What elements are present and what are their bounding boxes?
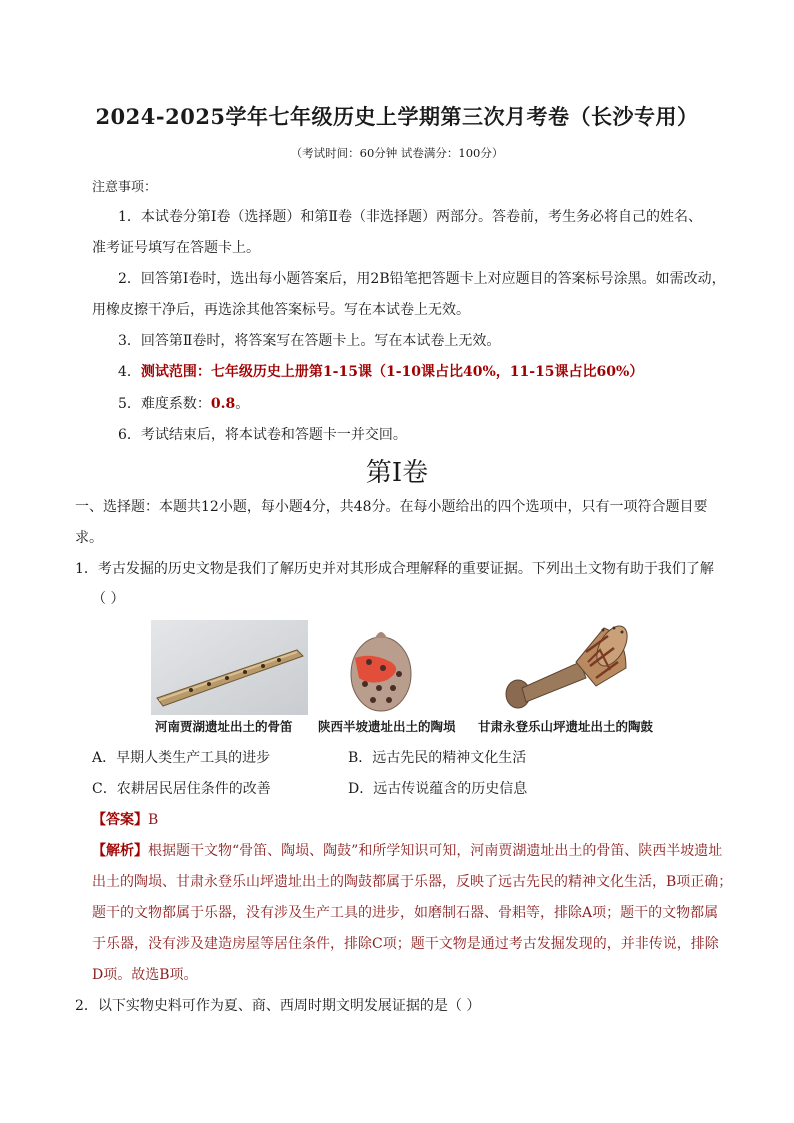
notes-heading: 注意事项：: [92, 180, 158, 195]
note-5-suffix: 。: [235, 396, 250, 412]
note-5: [118, 393, 249, 413]
note-3: 3．回答第Ⅱ卷时，将答案写在答题卡上。写在本试卷上无效。: [118, 333, 501, 349]
note-1-line-2: 准考证号填写在答题卡上。: [92, 240, 260, 256]
analysis-line-4: 于乐器，没有涉及建造房屋等居住条件，排除C项；题干文物是通过考古发掘发现的，并非传说，排除: [92, 936, 719, 952]
page-title: 2024-2025学年七年级历史上学期第三次月考卷（长沙专用）: [95, 104, 699, 129]
note-2-line-2: 用橡皮擦干净后，再选涂其他答案标号。写在本试卷上无效。: [92, 302, 470, 318]
part-intro-line-1: 一、选择题：本题共12小题，每小题4分，共48分。在每小题给出的四个选项中，只有一项符合题目要: [75, 499, 708, 515]
test-scope-label: 测试范围：: [140, 364, 211, 380]
bone-flute-icon: [151, 620, 308, 715]
pottery-drum-image: [500, 622, 630, 712]
caption-pottery-xun: 陕西半坡遗址出土的陶埙: [318, 719, 456, 734]
pottery-xun-image: [331, 622, 431, 714]
caption-pottery-drum: 甘肃永登乐山坪遗址出土的陶鼓: [478, 719, 654, 734]
test-scope-value: 七年级历史上册第1-15课（1-10课占比40%，11-15课占比60%）: [210, 364, 644, 380]
analysis-line-5: D项。故选B项。: [92, 967, 198, 983]
note-6: 6．考试结束后，将本试卷和答题卡一并交回。: [118, 427, 407, 443]
note-4-prefix: 4．: [118, 364, 141, 380]
difficulty-label: 难度系数：: [140, 396, 211, 412]
bone-flute-image: [151, 620, 308, 715]
option-b: B．远古先民的精神文化生活: [348, 750, 527, 766]
pottery-xun-icon: [331, 622, 431, 714]
exam-info: （考试时间：60分钟 试卷满分：100分）: [290, 146, 504, 160]
option-d: D．远古传说蕴含的历史信息: [348, 781, 528, 797]
answer-value: B: [148, 812, 159, 828]
question-1-stem: 1．考古发掘的历史文物是我们了解历史并对其形成合理解释的重要证据。下列出土文物有助于我们了解: [75, 561, 714, 577]
note-4: [118, 361, 643, 381]
note-1-line-1: 1．本试卷分第Ⅰ卷（选择题）和第Ⅱ卷（非选择题）两部分。答卷前，考生务必将自己的姓名、: [118, 209, 702, 225]
note-5-prefix: 5．: [118, 396, 141, 412]
analysis-line-3: 题干的文物都属于乐器，没有涉及生产工具的进步，如磨制石器、骨耜等，排除A项；题干的文物都属: [92, 905, 719, 921]
analysis-line-2: 出土的陶埙、甘肃永登乐山坪遗址出土的陶鼓都属于乐器，反映了远古先民的精神文化生活，B项正确；: [92, 874, 733, 890]
analysis-text-1: 根据题干文物“骨笛、陶埙、陶鼓”和所学知识可知，河南贾湖遗址出土的骨笛、陕西半坡遗址: [148, 843, 723, 859]
analysis-line-1: [92, 840, 722, 860]
option-c: C．农耕居民居住条件的改善: [92, 781, 271, 797]
part-intro-line-2: 求。: [75, 530, 103, 546]
caption-bone-flute: 河南贾湖遗址出土的骨笛: [155, 719, 293, 734]
question-1-paren: （ ）: [92, 591, 125, 607]
note-2-line-1: 2．回答第Ⅰ卷时，选出每小题答案后，用2B铅笔把答题卡上对应题目的答案标号涂黑。如需改动，: [118, 271, 726, 287]
question-2-stem: 2．以下实物史料可作为夏、商、西周时期文明发展证据的是（ ）: [75, 998, 481, 1014]
answer-label: 【答案】: [92, 812, 148, 828]
analysis-label: 【解析】: [92, 843, 148, 859]
option-a: A．早期人类生产工具的进步: [92, 750, 271, 766]
difficulty-value: 0.8: [210, 396, 236, 412]
answer: [92, 809, 158, 829]
section-title: 第Ⅰ卷: [365, 458, 429, 488]
pottery-drum-icon: [500, 622, 630, 712]
